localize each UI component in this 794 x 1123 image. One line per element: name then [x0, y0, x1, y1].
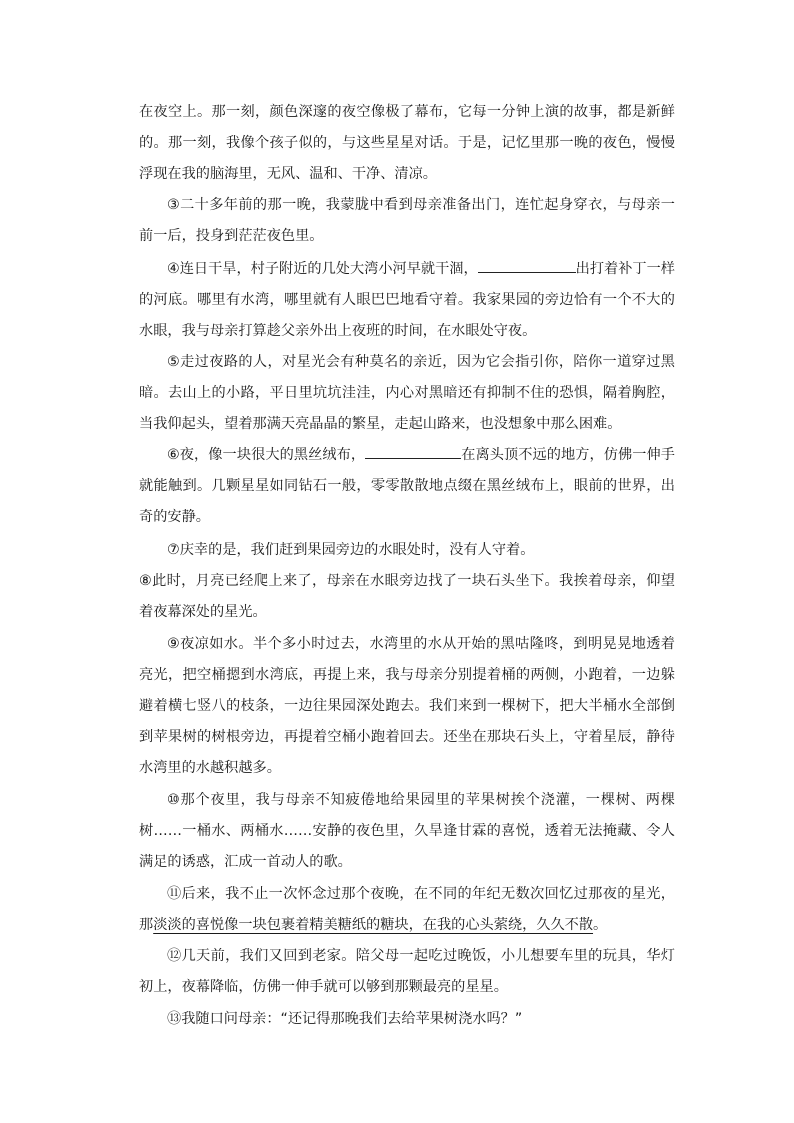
- paragraph-8: ⑧此时，月亮已经爬上来了，母亲在水眼旁边找了一块石头坐下。我挨着母亲，仰望着夜幕深处的星光。: [139, 573, 675, 620]
- paragraph-continued: 在夜空上。那一刻，颜色深邃的夜空像极了幕布，它每一分钟上演的故事，都是新鲜的。那一刻，我像个孩子似的，与这些星星对话。于是，记忆里那一晚的夜色，慢慢浮现在我的脑海里，无风、温和、干净、清凉。: [139, 104, 675, 182]
- paragraph-11-end: 。: [593, 917, 608, 933]
- paragraph-13: ⑬我随口问母亲：“还记得那晚我们去给苹果树浇水吗？”: [167, 1011, 523, 1027]
- paragraph-12: ⑫几天前，我们又回到老家。陪父母一起吃过晚饭，小儿想要车里的玩具，华灯初上，夜幕降临，仿佛一伸手就可以够到那颗最亮的星星。: [139, 948, 675, 995]
- paragraph-3: ③二十多年前的那一晚，我蒙胧中看到母亲准备出门，连忙起身穿衣，与母亲一前一后，投身到茫茫夜色里。: [139, 197, 675, 244]
- fill-in-blank-line: [365, 444, 461, 459]
- paragraph-9: ⑨夜凉如水。半个多小时过去，水湾里的水从开始的黑咕隆咚，到明晃晃地透着亮光，把空桶摁到水湾底，再提上来，我与母亲分别提着桶的两侧，小跑着，一边躲避着横七竖八的枝条，一边往果园深处跑去。我们来到一棵树下，把大半桶水全部倒到苹果树的树根旁边，再提着空桶小跑着回去。还坐在那块石头上，守着星辰，静待水湾里的水越积越多。: [139, 636, 675, 776]
- paragraph-6-after-blank: 在离头顶不远的地方，仿佛一伸手就能触到。几颗星星如同钻石一般，零零散散地点缀在黑丝绒布上，眼前的世界，出奇的安静。: [139, 447, 675, 525]
- paragraph-4-before-blank: ④连日干旱，村子附近的几处大湾小河早就干涸，: [167, 261, 478, 277]
- paragraph-11: [139, 879, 675, 941]
- paragraph-4-after-blank: 出打着补丁一样的河底。哪里有水湾，哪里就有人眼巴巴地看守着。我家果园的旁边恰有一个不大的水眼，我与母亲打算趁父亲外出上夜班的时间，在水眼处守夜。: [139, 261, 675, 339]
- paragraph-6-before-blank: ⑥夜，像一块很大的黑丝绒布，: [167, 447, 366, 463]
- paragraph-4: [139, 254, 675, 347]
- paragraph-6: [139, 440, 675, 533]
- paragraph-5: ⑤走过夜路的人，对星光会有种莫名的亲近，因为它会指引你，陪你一道穿过黑暗。去山上的小路，平日里坑坑洼洼，内心对黑暗还有抑制不住的恐惧，隔着胸腔，当我仰起头，望着那满天亮晶晶的繁星，走起山路来，也没想象中那么困难。: [139, 354, 675, 432]
- fill-in-blank-line: [478, 258, 576, 273]
- underlined-sentence: 淡淡的喜悦像一块包裹着精美糖纸的糖块，在我的心头萦绕，久久不散: [153, 917, 594, 933]
- paragraph-10: ⑩那个夜里，我与母亲不知疲倦地给果园里的苹果树挨个浇灌，一棵树、两棵树……一桶水、两桶水……安静的夜色里，久旱逢甘霖的喜悦，透着无法掩藏、令人满足的诱惑，汇成一首动人的歌。: [139, 792, 675, 870]
- paragraph-7: ⑦庆幸的是，我们赶到果园旁边的水眼处时，没有人守着。: [167, 542, 535, 558]
- paragraph-11-text: ⑪后来，我不止一次怀念过那个夜晚，在不同的年纪无数次回忆过那夜的星光，那: [139, 886, 675, 933]
